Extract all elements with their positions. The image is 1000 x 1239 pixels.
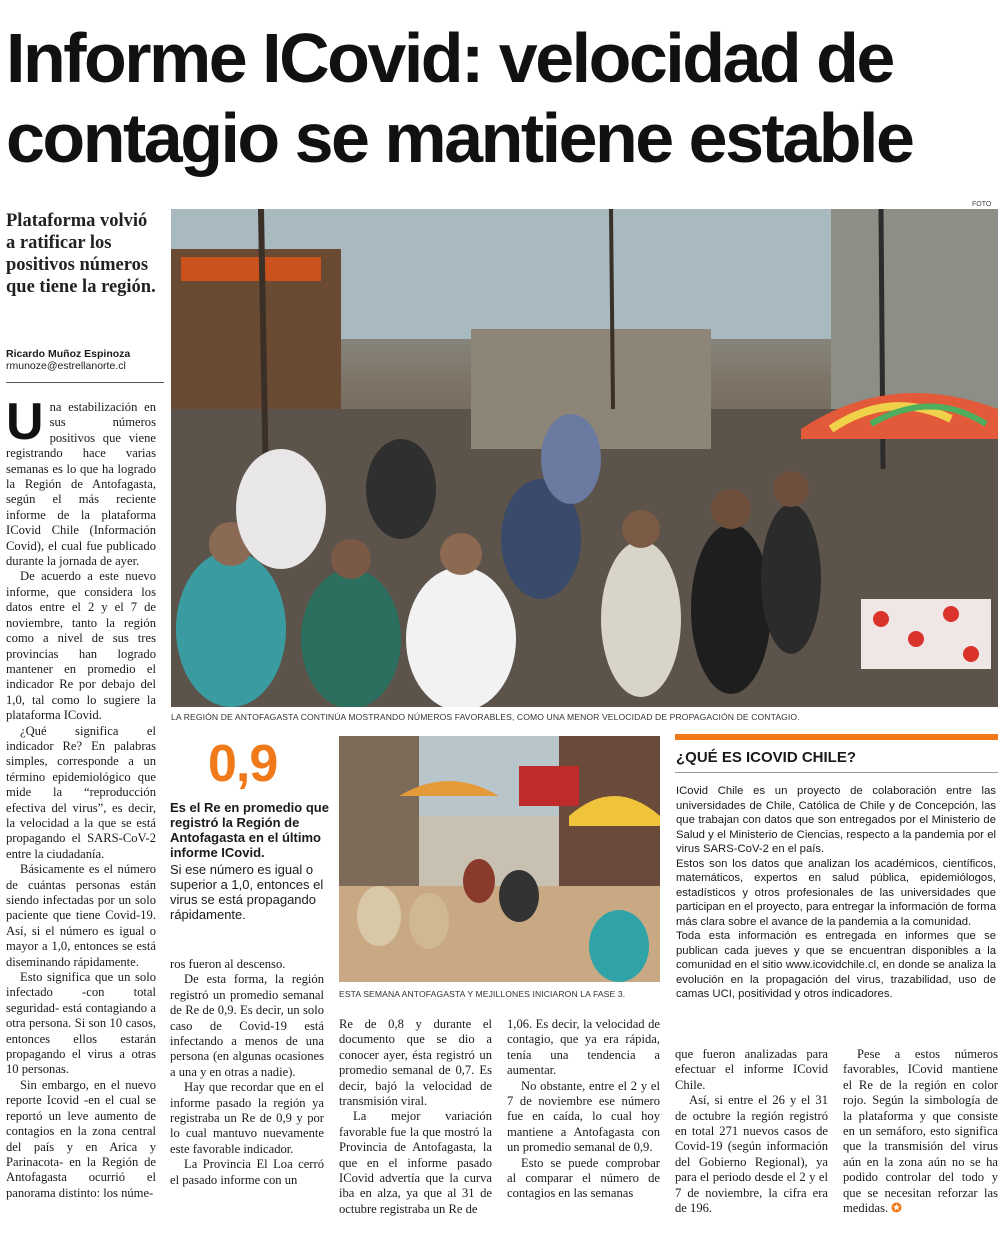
paragraph: Hay que recordar que en el informe pasado la región ya registraba un Re de 0,9 y por lo cual mantuvo nuevamente este favorable indicador. <box>170 1080 324 1156</box>
paragraph: Re de 0,8 y durante el documento que se dio a conocer ayer, ésta registró un promedio semanal de 0,7. Es decir, bajó la velocidad de transmisión viral. <box>339 1017 492 1109</box>
paragraph: 1,06. Es decir, la velocidad de contagio, que ya era rápida, tenía una tendencia a aumentar. <box>507 1017 660 1078</box>
paragraph: Esto se puede comprobar al comparar el número de contagios en las semanas <box>507 1155 660 1201</box>
paragraph: Básicamente es el número de cuántas personas están siendo infectadas por un solo paciente que tiene Covid-19. Así, si el número es igual o mayor a 1,0, entonces se está diseminando rápidamente. <box>6 862 156 969</box>
byline <box>6 348 166 372</box>
paragraph: No obstante, entre el 2 y el 7 de noviembre ese número fue en caída, lo cual hoy mantiene a Antofagasta con un promedio semanal de 0,9. <box>507 1078 660 1155</box>
secondary-photo <box>339 736 660 982</box>
paragraph-text: Pese a estos números favorables, ICovid mantiene el Re de la región en color rojo. Según la simbología de la plataforma y que consiste en un semáforo, esto significa que la transmisión del virus aún en la zona aún no se ha podido controlar del todo y que se necesitan reforzar las medidas. <box>843 1047 998 1216</box>
main-photo-caption: LA REGIÓN DE ANTOFAGASTA CONTINÚA MOSTRANDO NÚMEROS FAVORABLES, COMO UNA MENOR VELOCIDAD DE PROPAGACIÓN DE CONTAGIO. <box>171 712 800 722</box>
terrace-photo <box>339 736 660 982</box>
secondary-photo-caption: ESTA SEMANA ANTOFAGASTA Y MEJILLONES INICIARON LA FASE 3. <box>339 989 626 999</box>
paragraph: La mejor variación favorable fue la que mostró la Provincia de Antofagasta, la que en el informe pasado ICovid advertía que la curva iba en alza, ya que al 31 de octubre registraba un Re de <box>339 1109 492 1216</box>
stat-value: 0,9 <box>208 735 278 793</box>
end-mark-icon: ✪ <box>891 1201 902 1216</box>
paragraph: Toda esta información es entregada en informes que se publican cada jueves y que se encuentran disponibles a la comunidad en el sitio www.icovidchile.cl, en donde se analiza la evolución en la propagación del virus, trazabilidad, uso de camas UCI, positividad y otros indicadores. <box>676 930 996 1000</box>
byline-divider <box>6 382 164 383</box>
paragraph-text: na estabilización en sus números positivos que viene registrando hace varias semanas es lo que ha logrado la Región de Antofagasta, según el más reciente informe de la plataforma ICovid Chile (Información Covid), el cual fue publicado durante la jornada de ayer. <box>6 400 156 569</box>
paragraph: que fueron analizadas para efectuar el informe ICovid Chile. <box>675 1047 828 1092</box>
paragraph <box>843 1047 998 1216</box>
paragraph: Esto significa que un solo infectado -con total seguridad- está contagiando a otra persona. Si son 10 casos, entonces ellos estarán propagando el virus a otras 10 personas. <box>6 970 156 1077</box>
crowd-street-photo <box>171 209 998 707</box>
stat-description: Si ese número es igual o superior a 1,0, entonces el virus se está propagando rápidamente. <box>170 862 324 922</box>
paragraph: Sin embargo, en el nuevo reporte Icovid -en el cual se reportó un leve aumento de contagios en la zona central del país y en Arica y Parinacota- en la Región de Antofagasta ocurrió el panorama distinto: los núme- <box>6 1077 156 1200</box>
deck: Plataforma volvió a ratificar los positivos números que tiene la región. <box>6 211 156 297</box>
paragraph: Estos son los datos que analizan los académicos, científicos, matemáticos, expertos en salud pública, epidemiólogos, estadísticos y otros profesionales de las universidades que participan en el proyecto, para entregar la información de forma más clara sobre el avance de la pandemia a la comunidad. <box>676 857 996 928</box>
stat-description-bold: Es el Re en promedio que registró la Región de Antofagasta en el último informe ICovid. <box>170 800 329 860</box>
paragraph: La Provincia El Loa cerró el pasado informe con un <box>170 1157 324 1187</box>
article-column-4 <box>507 1017 660 1202</box>
sidebar-accent-bar <box>675 734 998 740</box>
article-column-2 <box>170 957 324 1188</box>
paragraph: De acuerdo a este nuevo informe, que considera los datos entre el 2 y el 7 de noviembre, tanto la región como a nivel de sus tres provincias han logrado mantener en promedio el indicador Re por debajo del 1,0, tal como lo sugiere la plataforma ICovid. <box>6 569 156 723</box>
paragraph: De esta forma, la región registró un promedio semanal de Re de 0,9. Es decir, un solo caso de Covid-19 está infectando a menos de una persona (en algunas ocasiones a una y en otras a nadie). <box>170 972 324 1079</box>
byline-email[interactable]: rmunoze@estrellanorte.cl <box>6 360 126 372</box>
sidebar-title: ¿QUÉ ES ICOVID CHILE? <box>676 749 857 766</box>
paragraph <box>6 393 156 569</box>
paragraph: ¿Qué significa el indicador Re? En palabras simples, corresponde a un término epidemiológico que mide la “reproducción efectiva del virus”, es decir, la velocidad a la que se está propagando el SARS-CoV-2 entre la ciudadanía. <box>6 723 156 861</box>
byline-name: Ricardo Muñoz Espinoza <box>6 348 131 360</box>
headline: Informe ICovid: velocidad de contagio se mantiene estable <box>6 19 913 177</box>
main-photo <box>171 209 998 707</box>
article-column-1 <box>6 393 156 1201</box>
paragraph: ICovid Chile es un proyecto de colaboración entre las universidades de Chile, Católica de Chile y de Concepción, las que trabajan con datos que son entregados por el Ministerio de Salud y el Ministerio de Ciencias, respecto a la pandemia por el virus SARS-CoV-2 en el país. <box>676 785 996 855</box>
article-column-3 <box>339 1017 492 1217</box>
sidebar-body <box>676 784 996 1002</box>
photo-credit: FOTO <box>972 201 992 208</box>
article-column-6 <box>843 1047 998 1216</box>
sidebar-divider <box>675 772 998 773</box>
article-column-5 <box>675 1047 828 1216</box>
paragraph: Así, si entre el 26 y el 31 de octubre la región registró en total 271 nuevos casos de Covid-19 (según información del Gobierno Regional), ya para el periodo desde el 2 y el 7 de noviembre, la cifra era de 196. <box>675 1093 828 1216</box>
paragraph: ros fueron al descenso. <box>170 957 286 971</box>
dropcap: U <box>6 393 44 451</box>
